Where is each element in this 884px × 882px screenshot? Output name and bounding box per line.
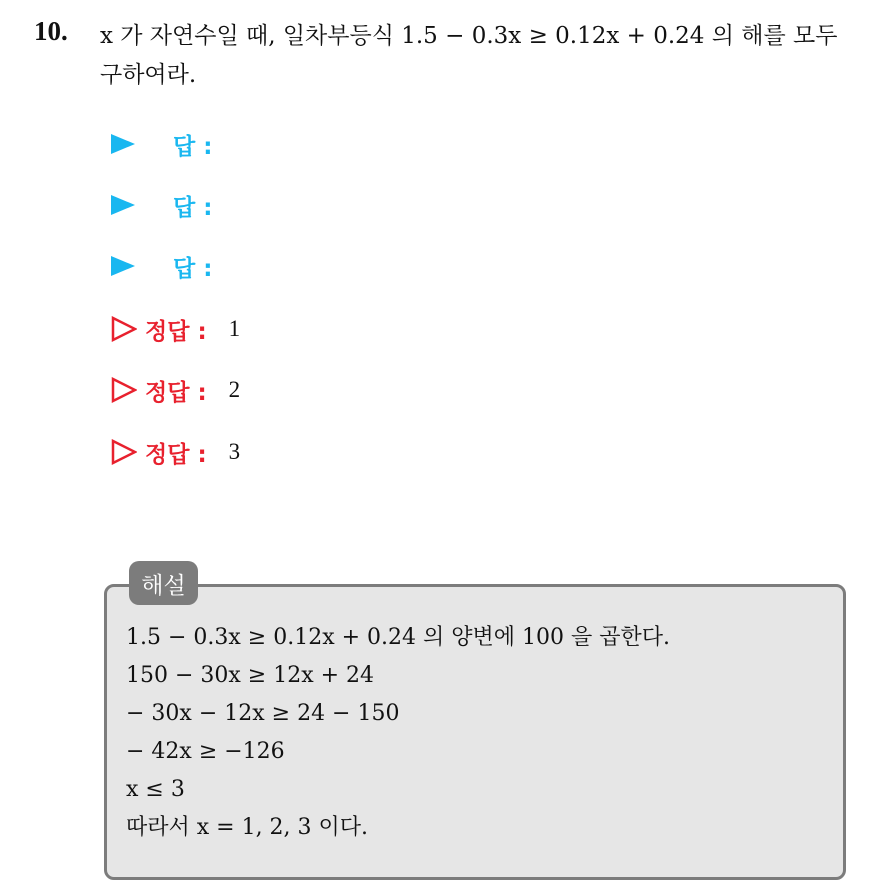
correct-answer-value: 2 [228,377,241,402]
answer-blank-3[interactable] [111,251,212,281]
triangle-icon [111,195,135,215]
outline-triangle-icon [111,439,137,465]
correct-answer-value: 1 [228,316,241,341]
outline-triangle-icon [111,316,137,342]
answer-blank-1[interactable] [111,129,212,159]
explanation-line: x ≤ 3 [126,777,185,802]
correct-answer-3 [111,437,240,467]
explanation-content [126,619,826,847]
triangle-icon [111,134,135,154]
explanation-line: 150 − 30x ≥ 12x + 24 [126,663,375,688]
explanation-line: 따라서 x = 1, 2, 3 이다. [126,815,369,840]
explanation-line: − 42x ≥ −126 [126,739,285,764]
outline-triangle-icon [111,377,137,403]
correct-answer-value: 3 [228,439,241,464]
correct-answer-label: 정답 : [145,441,207,468]
answer-blank-2[interactable] [111,190,212,220]
question-text: x 가 자연수일 때, 일차부등식 1.5 − 0.3x ≥ 0.12x + 0.24 의 해를 모두 구하여라. [100,23,838,88]
question-number: 10. [34,16,68,46]
triangle-icon [111,256,135,276]
answer-label: 답 : [173,194,213,221]
correct-answer-1 [111,314,240,344]
correct-answer-2 [111,375,240,405]
answer-label: 답 : [173,133,213,160]
correct-answer-label: 정답 : [145,318,207,345]
explanation-line: 1.5 − 0.3x ≥ 0.12x + 0.24 의 양변에 100 을 곱한다. [126,625,670,650]
explanation-line: − 30x − 12x ≥ 24 − 150 [126,701,400,726]
answer-label: 답 : [173,255,213,282]
explanation-title: 해설 [129,561,198,605]
correct-answer-label: 정답 : [145,379,207,406]
